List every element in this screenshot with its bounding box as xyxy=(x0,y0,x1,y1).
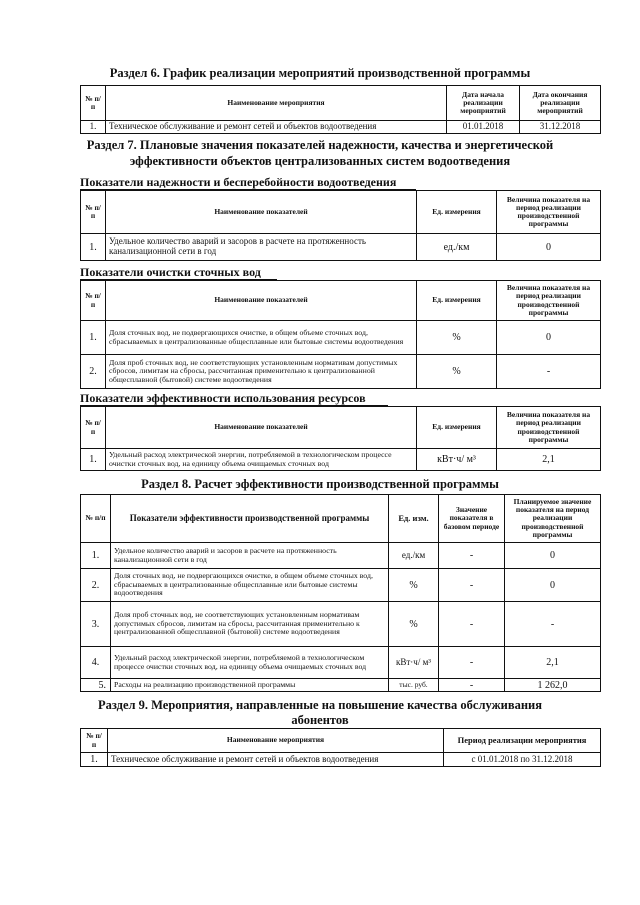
row-plan: 2,1 xyxy=(505,647,601,679)
row-name: Расходы на реализацию производственной программы xyxy=(111,679,389,692)
row-value: 2,1 xyxy=(497,449,601,471)
cleaning-table xyxy=(80,280,601,389)
header-name: Наименование показателей xyxy=(106,281,417,321)
row-unit: кВт·ч/ м³ xyxy=(389,647,439,679)
header-number: № п/п xyxy=(81,729,108,753)
row-name: Удельное количество аварий и засоров в расчете на протяженность канализационной сети в год xyxy=(111,543,389,569)
table-row xyxy=(81,355,601,389)
row-unit: тыс. руб. xyxy=(389,679,439,692)
row-period: с 01.01.2018 по 31.12.2018 xyxy=(444,753,601,767)
header-name: Наименование показателей xyxy=(106,407,417,449)
header-unit: Ед. измерения xyxy=(417,281,497,321)
efficiency-table xyxy=(80,406,601,471)
row-plan: 0 xyxy=(505,569,601,602)
row-number: 2. xyxy=(81,569,111,602)
row-base: - xyxy=(439,569,505,602)
section9-title-line1: Раздел 9. Мероприятия, направленные на повышение качества обслуживания xyxy=(97,698,543,712)
table-row xyxy=(81,121,601,134)
table-row xyxy=(81,569,601,602)
header-name: Показатели эффективности производственной программы xyxy=(111,495,389,543)
row-plan: - xyxy=(505,602,601,647)
efficiency-title: Показатели эффективности использования ресурсов xyxy=(80,391,366,405)
header-unit: Ед. измерения xyxy=(417,407,497,449)
header-number: № п/п xyxy=(81,495,111,543)
row-unit: % xyxy=(417,355,497,389)
row-base: - xyxy=(439,543,505,569)
row-value: 0 xyxy=(497,321,601,355)
row-plan: 0 xyxy=(505,543,601,569)
header-period: Период реализации мероприятия xyxy=(444,729,601,753)
row-base: - xyxy=(439,602,505,647)
header-name: Наименование показателей xyxy=(106,191,417,234)
row-unit: кВт·ч/ м³ xyxy=(417,449,497,471)
header-number: № п/п xyxy=(81,86,106,121)
row-number: 2. xyxy=(81,355,106,389)
row-number: 1. xyxy=(81,449,106,471)
table-row xyxy=(81,321,601,355)
section6-table xyxy=(80,85,601,134)
cleaning-title: Показатели очистки сточных вод xyxy=(80,265,261,279)
table-row xyxy=(81,647,601,679)
row-value: 0 xyxy=(497,234,601,261)
row-name: Доля сточных вод, не подвергающихся очистке, в общем объеме сточных вод, сбрасываемых в централизованные общесплавные или бытовые системы водоотведения xyxy=(111,569,389,602)
reliability-table xyxy=(80,190,601,261)
row-name: Удельный расход электрической энергии, потребляемой в технологическом процессе очистки сточных вод, на единицу объема очищаемых сточных вод xyxy=(106,449,417,471)
section9-title-line2: абонентов xyxy=(291,713,349,727)
row-number: 3. xyxy=(81,602,111,647)
row-unit: ед./км xyxy=(389,543,439,569)
row-base: - xyxy=(439,647,505,679)
header-start-date: Дата начала реализации мероприятий xyxy=(447,86,520,121)
row-number: 1. xyxy=(81,543,111,569)
reliability-title: Показатели надежности и бесперебойности водоотведения xyxy=(80,175,397,189)
header-name: Наименование мероприятия xyxy=(106,86,447,121)
row-unit: % xyxy=(417,321,497,355)
row-number: 1. xyxy=(81,321,106,355)
row-number: 4. xyxy=(81,647,111,679)
section6-title: Раздел 6. График реализации мероприятий производственной программы xyxy=(109,66,531,80)
row-number: 5. xyxy=(81,679,111,692)
row-name: Доля проб сточных вод, не соответствующих установленным нормативам допустимых сбросов, лимитам на сбросы, рассчитанная применительно к централизованной общесплавной (бытовой) системе водоотведения xyxy=(106,355,417,389)
header-value: Величина показателя на период реализации производственной программы xyxy=(497,281,601,321)
header-number: № п/п xyxy=(81,407,106,449)
header-number: № п/п xyxy=(81,281,106,321)
table-row xyxy=(81,449,601,471)
row-plan: 1 262,0 xyxy=(505,679,601,692)
row-name: Удельный расход электрической энергии, потребляемой в технологическом процессе очистки сточных вод, на единицу объема очищаемых сточных вод xyxy=(111,647,389,679)
table-row xyxy=(81,753,601,767)
header-unit: Ед. изм. xyxy=(389,495,439,543)
row-base: - xyxy=(439,679,505,692)
header-base: Значение показателя в базовом периоде xyxy=(439,495,505,543)
section8-title: Раздел 8. Расчет эффективности производственной программы xyxy=(141,477,499,491)
row-number: 1. xyxy=(81,753,108,767)
row-number: 1. xyxy=(81,234,106,261)
row-number: 1. xyxy=(81,121,106,134)
header-value: Величина показателя на период реализации производственной программы xyxy=(497,191,601,234)
row-end: 31.12.2018 xyxy=(520,121,601,134)
row-name: Удельное количество аварий и засоров в расчете на протяженность канализационной сети в год xyxy=(106,234,417,261)
row-value: - xyxy=(497,355,601,389)
table-row xyxy=(81,543,601,569)
section7-title-line1: Раздел 7. Плановые значения показателей надежности, качества и энергетической xyxy=(86,138,554,152)
section9-table xyxy=(80,728,601,767)
row-unit: % xyxy=(389,569,439,602)
row-name: Техническое обслуживание и ремонт сетей и объектов водоотведения xyxy=(108,753,444,767)
table-row xyxy=(81,602,601,647)
header-end-date: Дата окончания реализации мероприятий xyxy=(520,86,601,121)
row-unit: % xyxy=(389,602,439,647)
table-row xyxy=(81,679,601,692)
table-row xyxy=(81,234,601,261)
row-start: 01.01.2018 xyxy=(447,121,520,134)
section7-title-line2: эффективности объектов централизованных систем водоотведения xyxy=(129,154,511,168)
row-unit: ед./км xyxy=(417,234,497,261)
row-name: Доля сточных вод, не подвергающихся очистке, в общем объеме сточных вод, сбрасываемых в централизованные общесплавные или бытовые системы водоотведения xyxy=(106,321,417,355)
header-number: № п/п xyxy=(81,191,106,234)
header-plan: Планируемое значение показателя на период реализации производственной программы xyxy=(505,495,601,543)
header-unit: Ед. измерения xyxy=(417,191,497,234)
row-name: Техническое обслуживание и ремонт сетей и объектов водоотведения xyxy=(106,121,447,134)
header-value: Величина показателя на период реализации производственной программы xyxy=(497,407,601,449)
section8-table xyxy=(80,494,601,692)
header-name: Наименование мероприятия xyxy=(108,729,444,753)
row-name: Доля проб сточных вод, не соответствующих установленным нормативам допустимых сбросов, лимитам на сбросы, рассчитанная применительно к централизованной общесплавной (бытовой) системе водоотведения xyxy=(111,602,389,647)
